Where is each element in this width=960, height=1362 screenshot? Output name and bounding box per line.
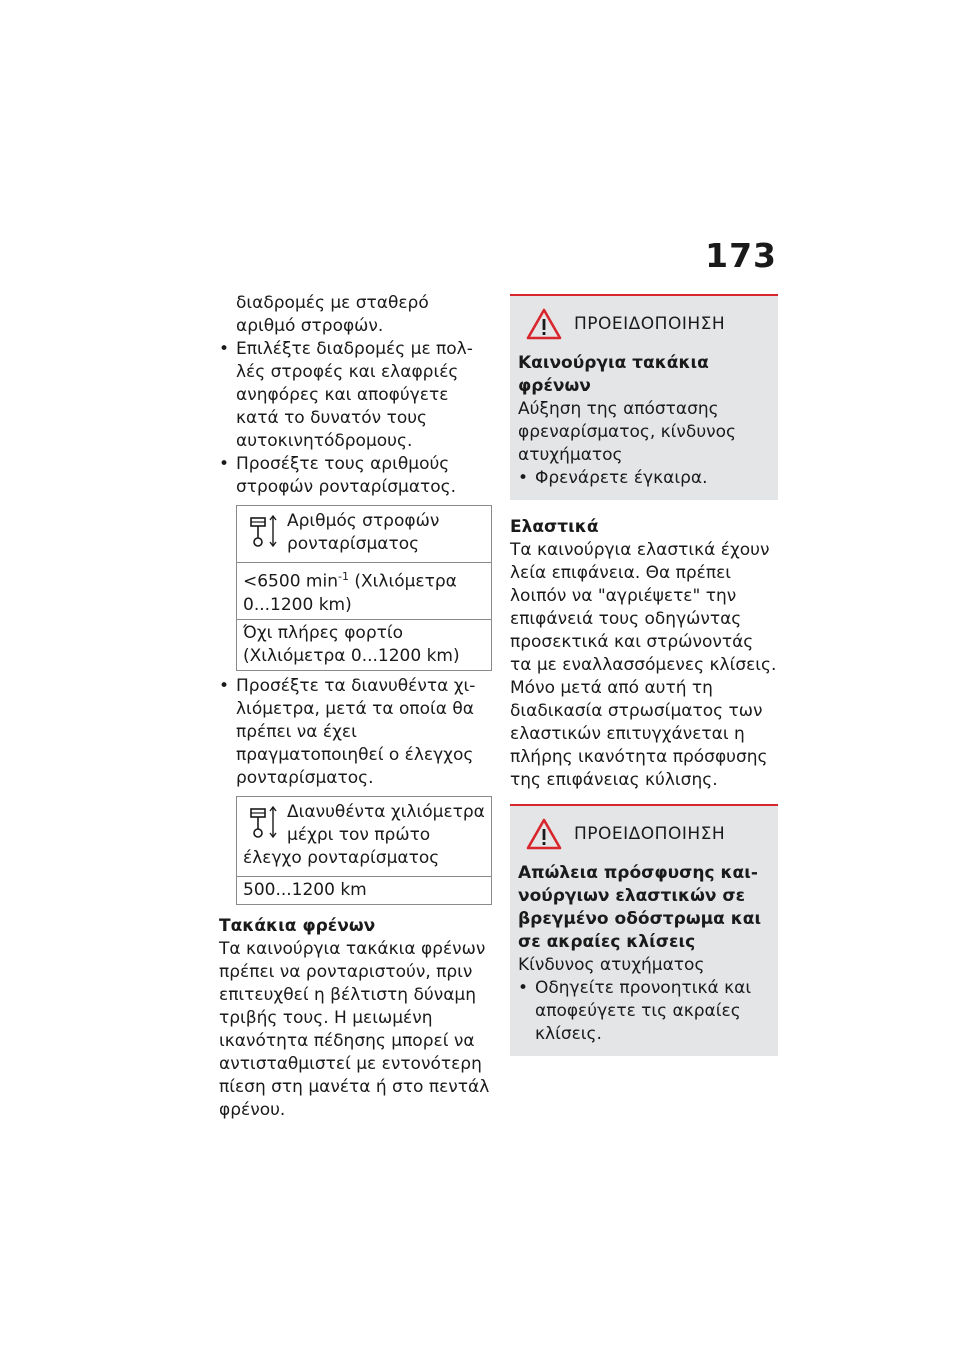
spec-value-condition: (Χιλιόμετρα 0...1200 km) (243, 571, 457, 615)
warning-box (510, 804, 778, 1056)
intro-continuation: διαδρομές με σταθερό αριθμό στροφών. (236, 293, 429, 336)
warning-text: Αύξηση της απόστασης φρεναρίσματος, κίνδυνος ατυχήματος (518, 399, 737, 465)
spec-table-title: Διανυθέντα χιλιόμετρα μέχρι τον πρώτο έλεγχο ρονταρίσματος (243, 801, 485, 868)
bullet-item (219, 338, 492, 453)
warning-triangle-icon (526, 818, 562, 850)
warning-bullet (518, 977, 770, 1046)
bullet-text: Προσέξτε τους αριθμούς στροφών ρονταρίσματος. (236, 454, 457, 497)
warning-text: Κίνδυνος ατυχήματος (518, 955, 705, 975)
right-column (510, 294, 778, 1056)
section-text-brake-pads: Τα καινούργια τακάκια φρένων πρέπει να ρονταριστούν, πριν επιτευχθεί η βέλτιστη δύναμη τριβής τους. Η μειωμένη ικανότητα πέδησης μπορεί να αντισταθμιστεί με εντονότερη πίεση στη μανέτα ή στο πεντάλ φρένου. (219, 938, 490, 1120)
section-title-brake-pads: Τακάκια φρένων (219, 915, 376, 936)
spec-table-header (237, 797, 491, 876)
bullet-item (219, 453, 492, 499)
bullet-dot: • (518, 468, 529, 488)
left-column (219, 292, 492, 1122)
warning-box (510, 294, 778, 500)
warning-subtitle: Απώλεια πρόσφυσης καινούργιων ελαστικών σε βρεγμένο οδόστρωμα και σε ακραίες κλίσεις (518, 863, 762, 952)
spec-table-running-in-check (236, 796, 492, 905)
warning-header (518, 818, 770, 850)
bullet-dot: • (518, 978, 529, 998)
bullet-text: Οδηγείτε προνοητικά και αποφεύγετε τις ακραίες κλίσεις. (535, 978, 752, 1044)
spec-table-running-in-rpm (236, 505, 492, 671)
bullet-item (219, 675, 492, 790)
bullet-text: Προσέξτε τα διανυθέντα χιλιόμετρα, μετά τα οποία θα πρέπει να έχει πραγματοποιηθεί ο έλεγχος ρονταρίσματος. (236, 675, 476, 788)
bullet-text: Επιλέξτε διαδρομές με πολλές στροφές και ελαφριές ανηφόρες και αποφύγετε κατά το δυνατόν τους αυτοκινητόδρομους. (236, 339, 473, 451)
warning-title: ΠΡΟΕΙΔΟΠΟΙΗΣΗ (574, 824, 726, 844)
spec-value-superscript: -1 (337, 570, 349, 583)
warning-triangle-icon (526, 308, 562, 340)
bullet-dot: • (219, 675, 230, 696)
spec-table-row (237, 562, 491, 619)
spec-table-title: Αριθμός στροφών ρονταρίσματος (287, 511, 440, 554)
spec-value: <6500 min (243, 571, 338, 592)
bullet-dot: • (219, 339, 230, 359)
section-title-tyres: Ελαστικά (510, 517, 599, 537)
warning-bullet (518, 467, 770, 490)
piston-spec-icon (243, 512, 283, 554)
spec-table-row: 500...1200 km (237, 876, 491, 904)
page-number: 173 (705, 236, 777, 275)
bullet-text: Φρενάρετε έγκαιρα. (535, 468, 708, 488)
section-text-tyres: Τα καινούργια ελαστικά έχουν λεία επιφάνεια. Θα πρέπει λοιπόν να "αγριέψετε" την επιφάνειά τους οδηγώντας προσεκτικά και στρώνοντάς τα με εναλλασσόμενες κλίσεις. Μόνο μετά από αυτή τη διαδικασία στρωσίματος των ελαστικών επιτυγχάνεται η πλήρης ικανότητα πρόσφυσης της επιφάνειας κύλισης. (510, 540, 777, 790)
spec-table-row: Όχι πλήρες φορτίο (Χιλιόμετρα 0...1200 km) (237, 619, 491, 670)
spec-table-header (237, 506, 491, 562)
warning-subtitle: Καινούργια τακάκια φρένων (518, 353, 709, 396)
bullet-dot: • (219, 454, 230, 474)
warning-title: ΠΡΟΕΙΔΟΠΟΙΗΣΗ (574, 314, 726, 334)
piston-spec-icon (243, 803, 283, 845)
warning-header (518, 308, 770, 340)
